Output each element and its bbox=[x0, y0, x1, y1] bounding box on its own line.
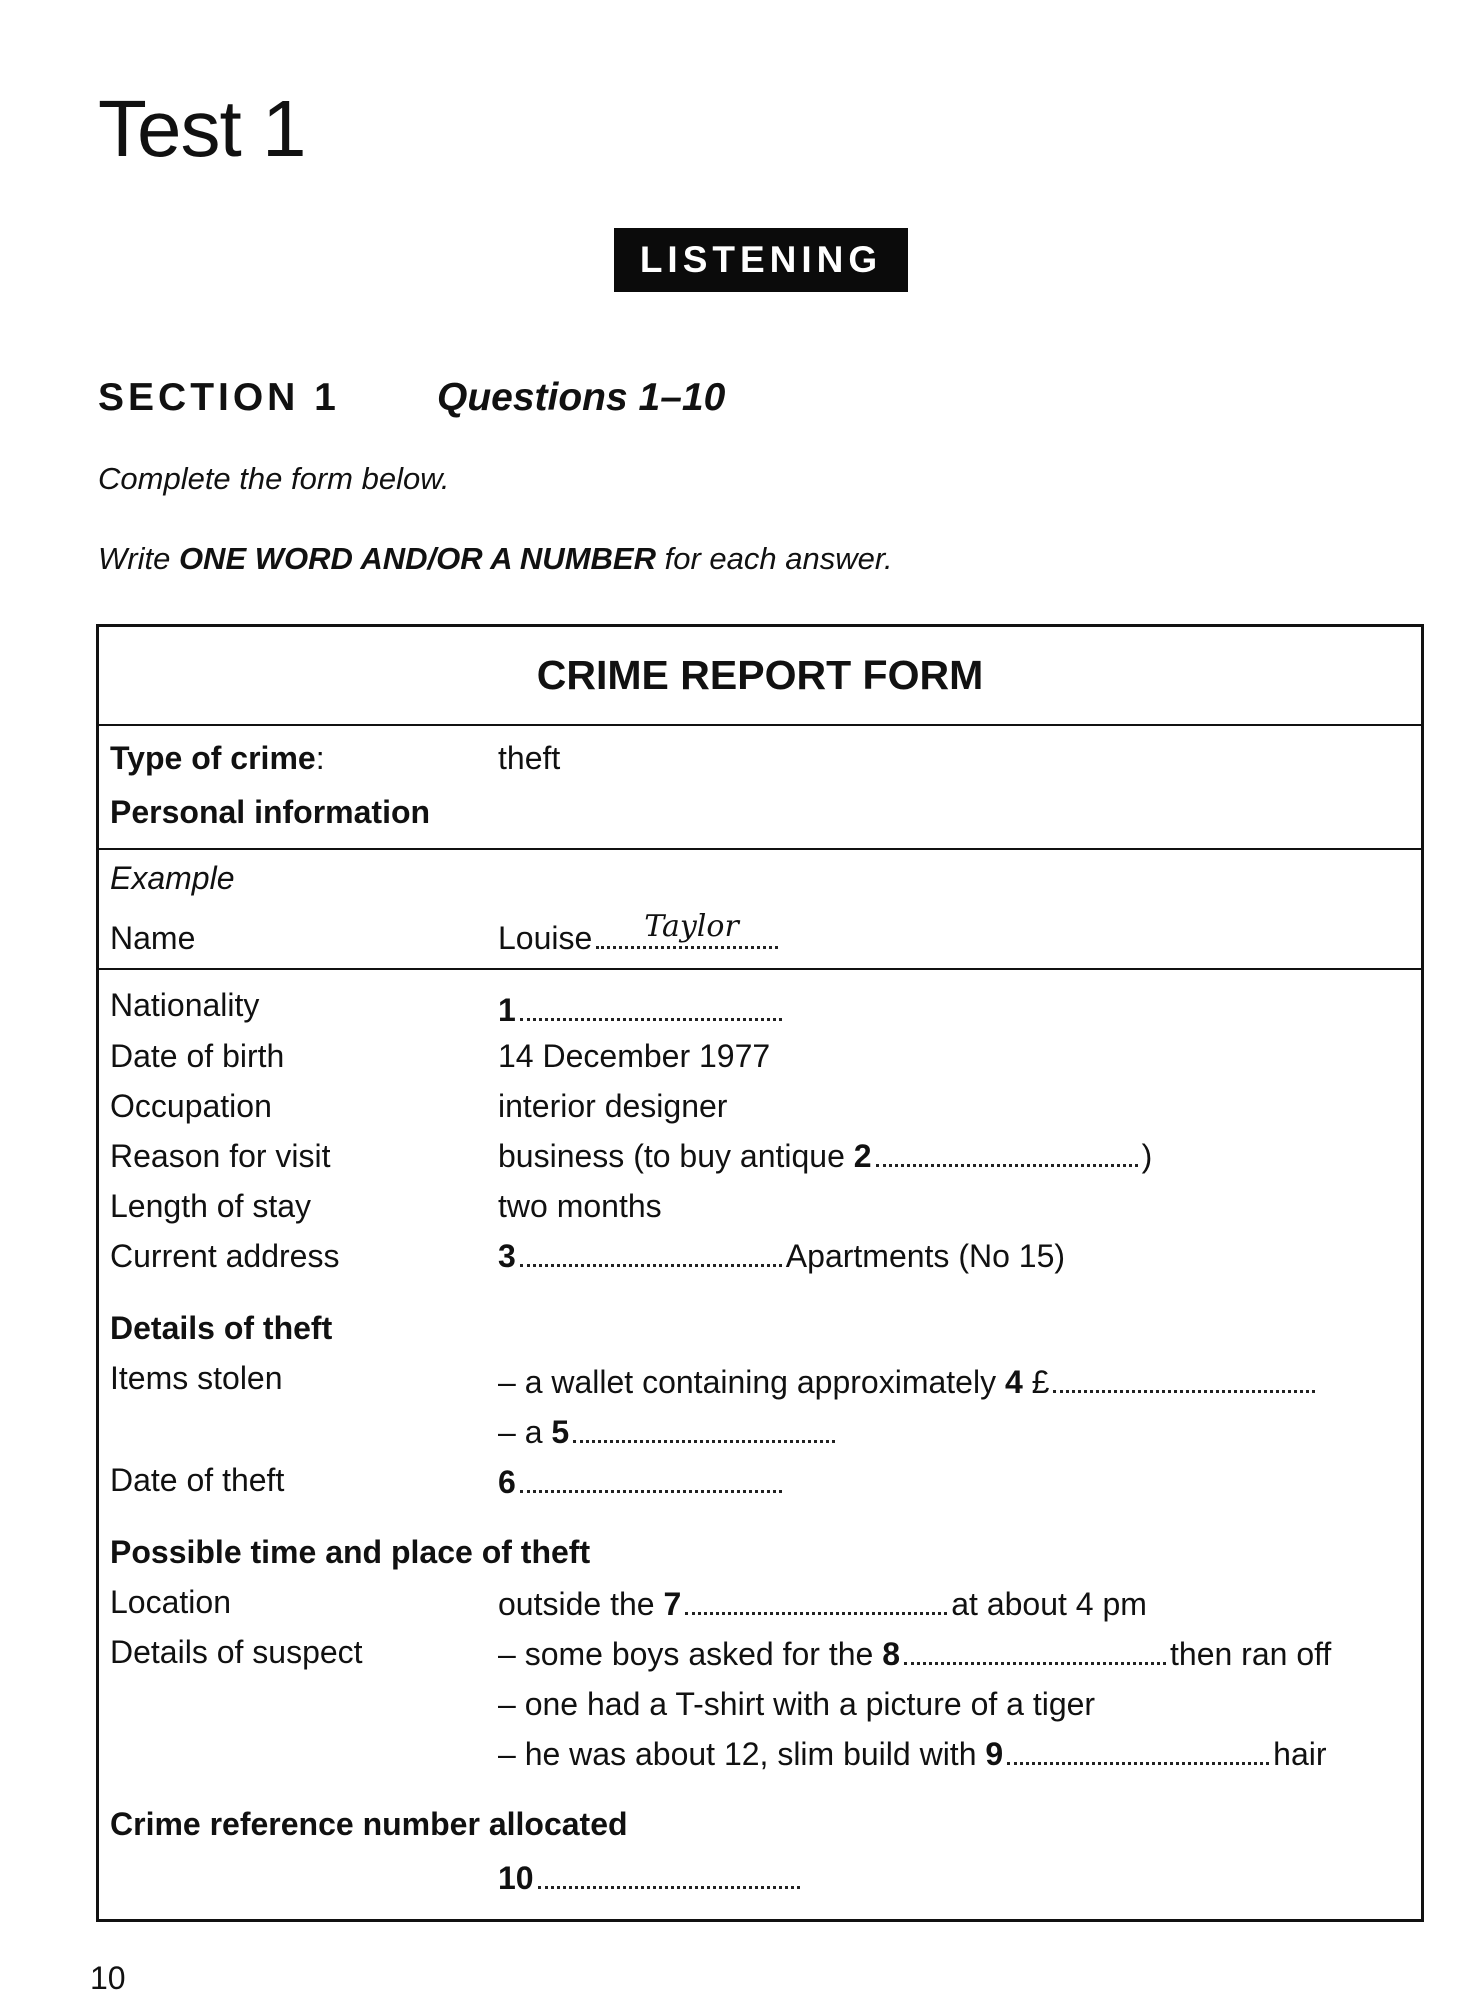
length-label: Length of stay bbox=[110, 1188, 312, 1224]
question-5: – a 5 bbox=[498, 1412, 839, 1452]
question-9: – he was about 12, slim build with 9 hair bbox=[498, 1736, 1327, 1772]
length-value: two months bbox=[498, 1188, 662, 1224]
date-of-theft-label: Date of theft bbox=[110, 1462, 285, 1498]
question-6: 6 bbox=[498, 1462, 786, 1502]
answer-blank-3[interactable] bbox=[520, 1237, 782, 1267]
form-divider bbox=[96, 848, 1424, 850]
suspect-tshirt: – one had a T-shirt with a picture of a tiger bbox=[498, 1686, 1096, 1722]
answer-blank-8[interactable] bbox=[904, 1635, 1166, 1665]
answer-blank-5[interactable] bbox=[573, 1413, 835, 1443]
answer-blank-1[interactable] bbox=[520, 991, 782, 1021]
details-of-theft-heading: Details of theft bbox=[110, 1310, 333, 1346]
dob-value: 14 December 1977 bbox=[498, 1038, 771, 1074]
section-questions: Questions 1–10 bbox=[437, 376, 726, 419]
word-limit-emphasis: ONE WORD AND/OR A NUMBER bbox=[178, 541, 656, 576]
answer-blank-4[interactable] bbox=[1053, 1363, 1315, 1393]
test-title: Test 1 bbox=[98, 84, 306, 173]
answer-blank-6[interactable] bbox=[520, 1463, 782, 1493]
question-1: 1 bbox=[498, 990, 786, 1030]
type-of-crime-value: theft bbox=[498, 740, 561, 776]
instruction-word-limit: Write ONE WORD AND/OR A NUMBER for each answer. bbox=[98, 541, 893, 576]
question-2: business (to buy antique 2 ) bbox=[498, 1138, 1153, 1174]
question-3: 3 Apartments (No 15) bbox=[498, 1238, 1066, 1274]
dob-label: Date of birth bbox=[110, 1038, 285, 1074]
reason-label: Reason for visit bbox=[110, 1138, 331, 1174]
type-of-crime-label: Type of crime: bbox=[110, 740, 325, 776]
question-8: – some boys asked for the 8 then ran off bbox=[498, 1636, 1332, 1672]
occupation-value: interior designer bbox=[498, 1088, 728, 1124]
section-label: SECTION 1 bbox=[98, 376, 340, 419]
answer-blank-7[interactable] bbox=[685, 1585, 947, 1615]
listening-badge: LISTENING bbox=[614, 228, 908, 292]
example-handwritten-answer: Taylor bbox=[644, 909, 739, 944]
location-label: Location bbox=[110, 1584, 231, 1620]
name-label: Name bbox=[110, 920, 196, 956]
form-divider bbox=[96, 968, 1424, 970]
example-label: Example bbox=[110, 860, 235, 896]
answer-blank-10[interactable] bbox=[538, 1859, 800, 1889]
personal-information-heading: Personal information bbox=[110, 794, 431, 830]
items-stolen-label: Items stolen bbox=[110, 1360, 283, 1396]
reference-number-heading: Crime reference number allocated bbox=[110, 1806, 628, 1842]
form-title: CRIME REPORT FORM bbox=[536, 652, 984, 698]
occupation-label: Occupation bbox=[110, 1088, 272, 1124]
page-number: 10 bbox=[90, 1960, 126, 1996]
instruction-complete-form: Complete the form below. bbox=[98, 461, 450, 496]
question-7: outside the 7 at about 4 pm bbox=[498, 1586, 1147, 1622]
nationality-label: Nationality bbox=[110, 987, 260, 1023]
form-divider bbox=[96, 724, 1424, 726]
suspect-label: Details of suspect bbox=[110, 1634, 363, 1670]
question-4: – a wallet containing approximately 4 £ bbox=[498, 1362, 1319, 1402]
question-10: 10 bbox=[498, 1858, 804, 1898]
answer-blank-2[interactable] bbox=[876, 1137, 1138, 1167]
name-value: Louise Taylor bbox=[498, 918, 782, 958]
address-label: Current address bbox=[110, 1238, 340, 1274]
possible-time-place-heading: Possible time and place of theft bbox=[110, 1534, 591, 1570]
answer-blank-9[interactable] bbox=[1007, 1735, 1269, 1765]
